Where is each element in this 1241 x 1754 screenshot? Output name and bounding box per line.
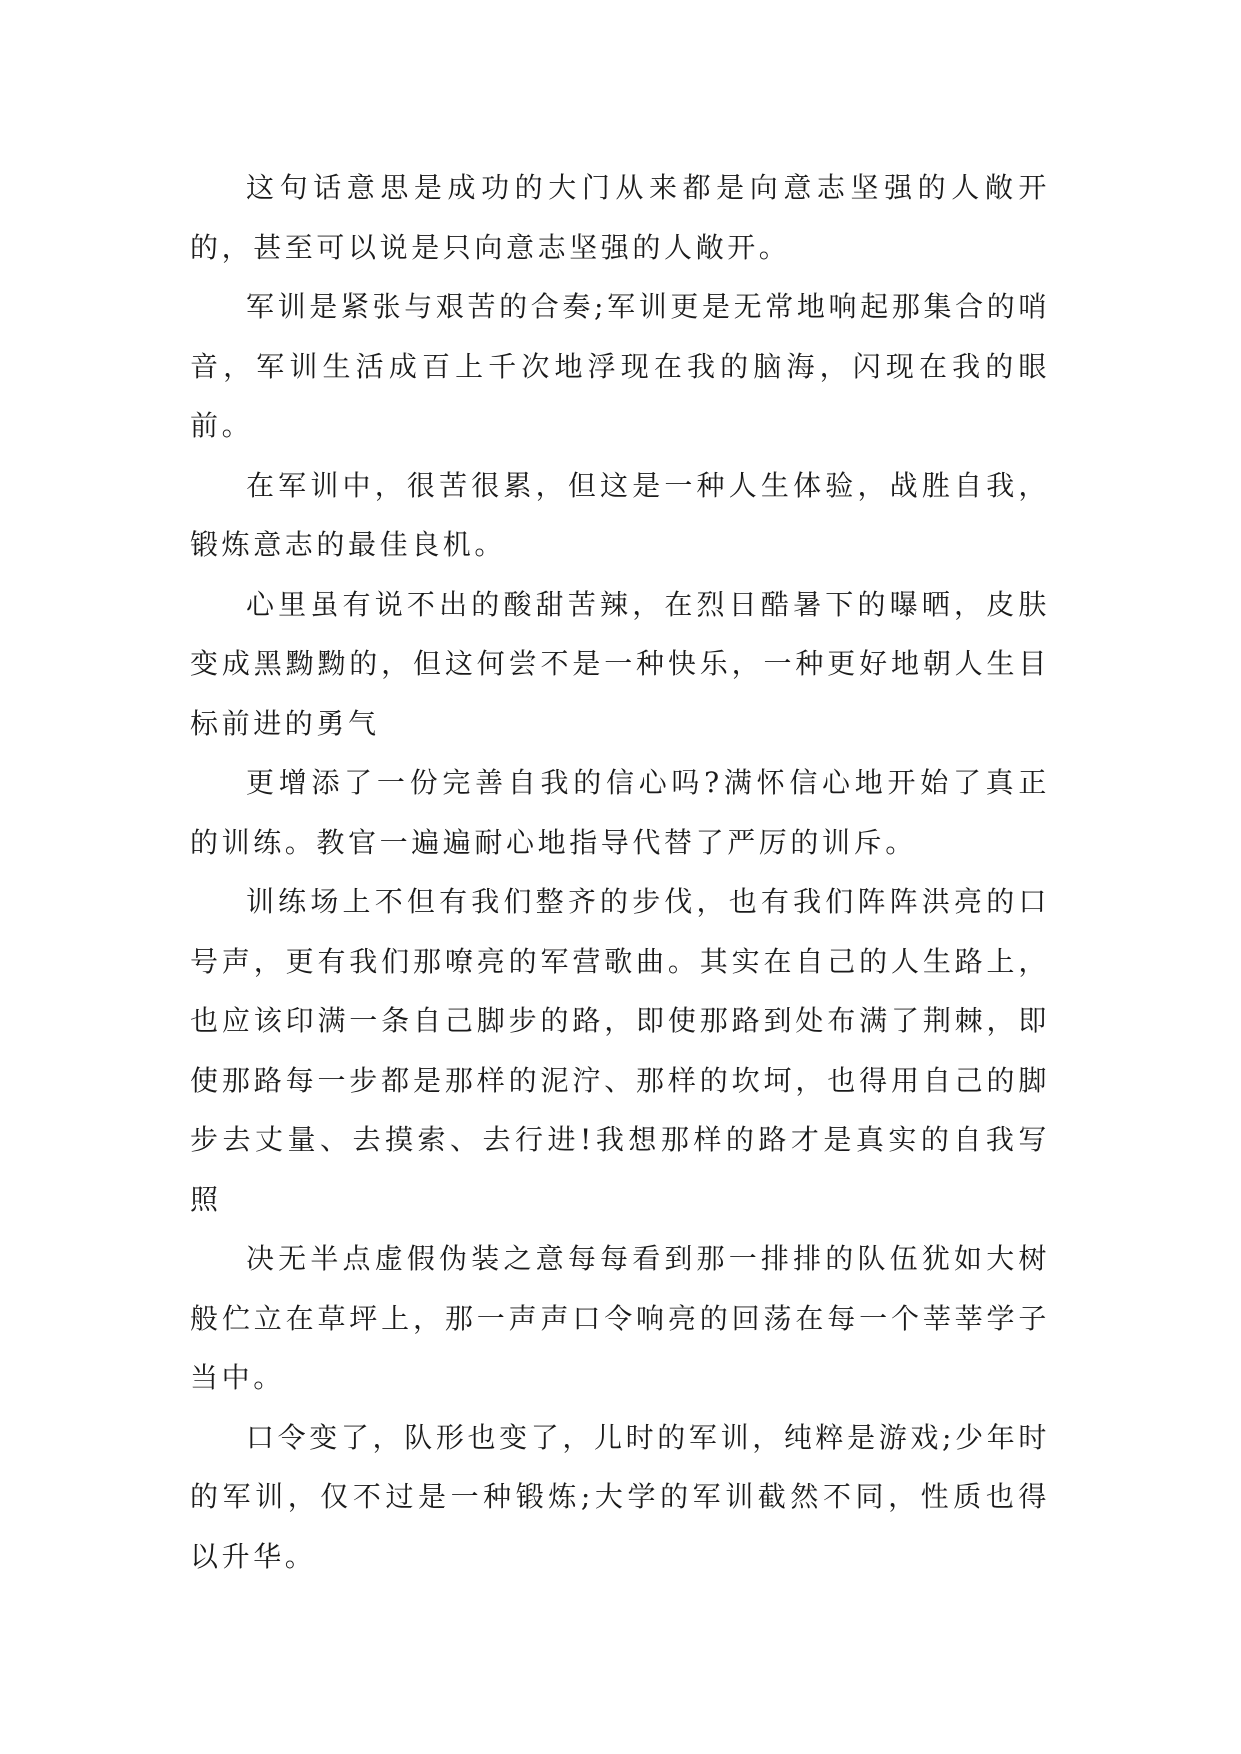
paragraph: 训练场上不但有我们整齐的步伐，也有我们阵阵洪亮的口号声，更有我们那嘹亮的军营歌曲。其实在自己的人生路上，也应该印满一条自己脚步的路，即使那路到处布满了荆棘，即使那路每一步都是那样的泥泞、那样的坎坷，也得用自己的脚步去丈量、去摸索、去行进!我想那样的路才是真实的自我写照: [190, 885, 1050, 1216]
paragraph: 更增添了一份完善自我的信心吗?满怀信心地开始了真正的训练。教官一遍遍耐心地指导代替了严厉的训斥。: [190, 766, 1050, 859]
paragraph: 决无半点虚假伪装之意每每看到那一排排的队伍犹如大树般伫立在草坪上，那一声声口令响亮的回荡在每一个莘莘学子当中。: [190, 1242, 1050, 1394]
paragraph: 心里虽有说不出的酸甜苦辣，在烈日酷暑下的曝晒，皮肤变成黑黝黝的，但这何尝不是一种快乐，一种更好地朝人生目标前进的勇气: [190, 587, 1050, 740]
paragraph: 在军训中，很苦很累，但这是一种人生体验，战胜自我，锻炼意志的最佳良机。: [190, 468, 1050, 561]
document-body: [190, 158, 1050, 1586]
paragraph: 军训是紧张与艰苦的合奏;军训更是无常地响起那集合的哨音，军训生活成百上千次地浮现在我的脑海，闪现在我的眼前。: [190, 290, 1050, 442]
paragraph: 口令变了，队形也变了，儿时的军训，纯粹是游戏;少年时的军训，仅不过是一种锻炼;大学的军训截然不同，性质也得以升华。: [190, 1420, 1050, 1573]
paragraph: 这句话意思是成功的大门从来都是向意志坚强的人敞开的，甚至可以说是只向意志坚强的人敞开。: [190, 171, 1050, 264]
